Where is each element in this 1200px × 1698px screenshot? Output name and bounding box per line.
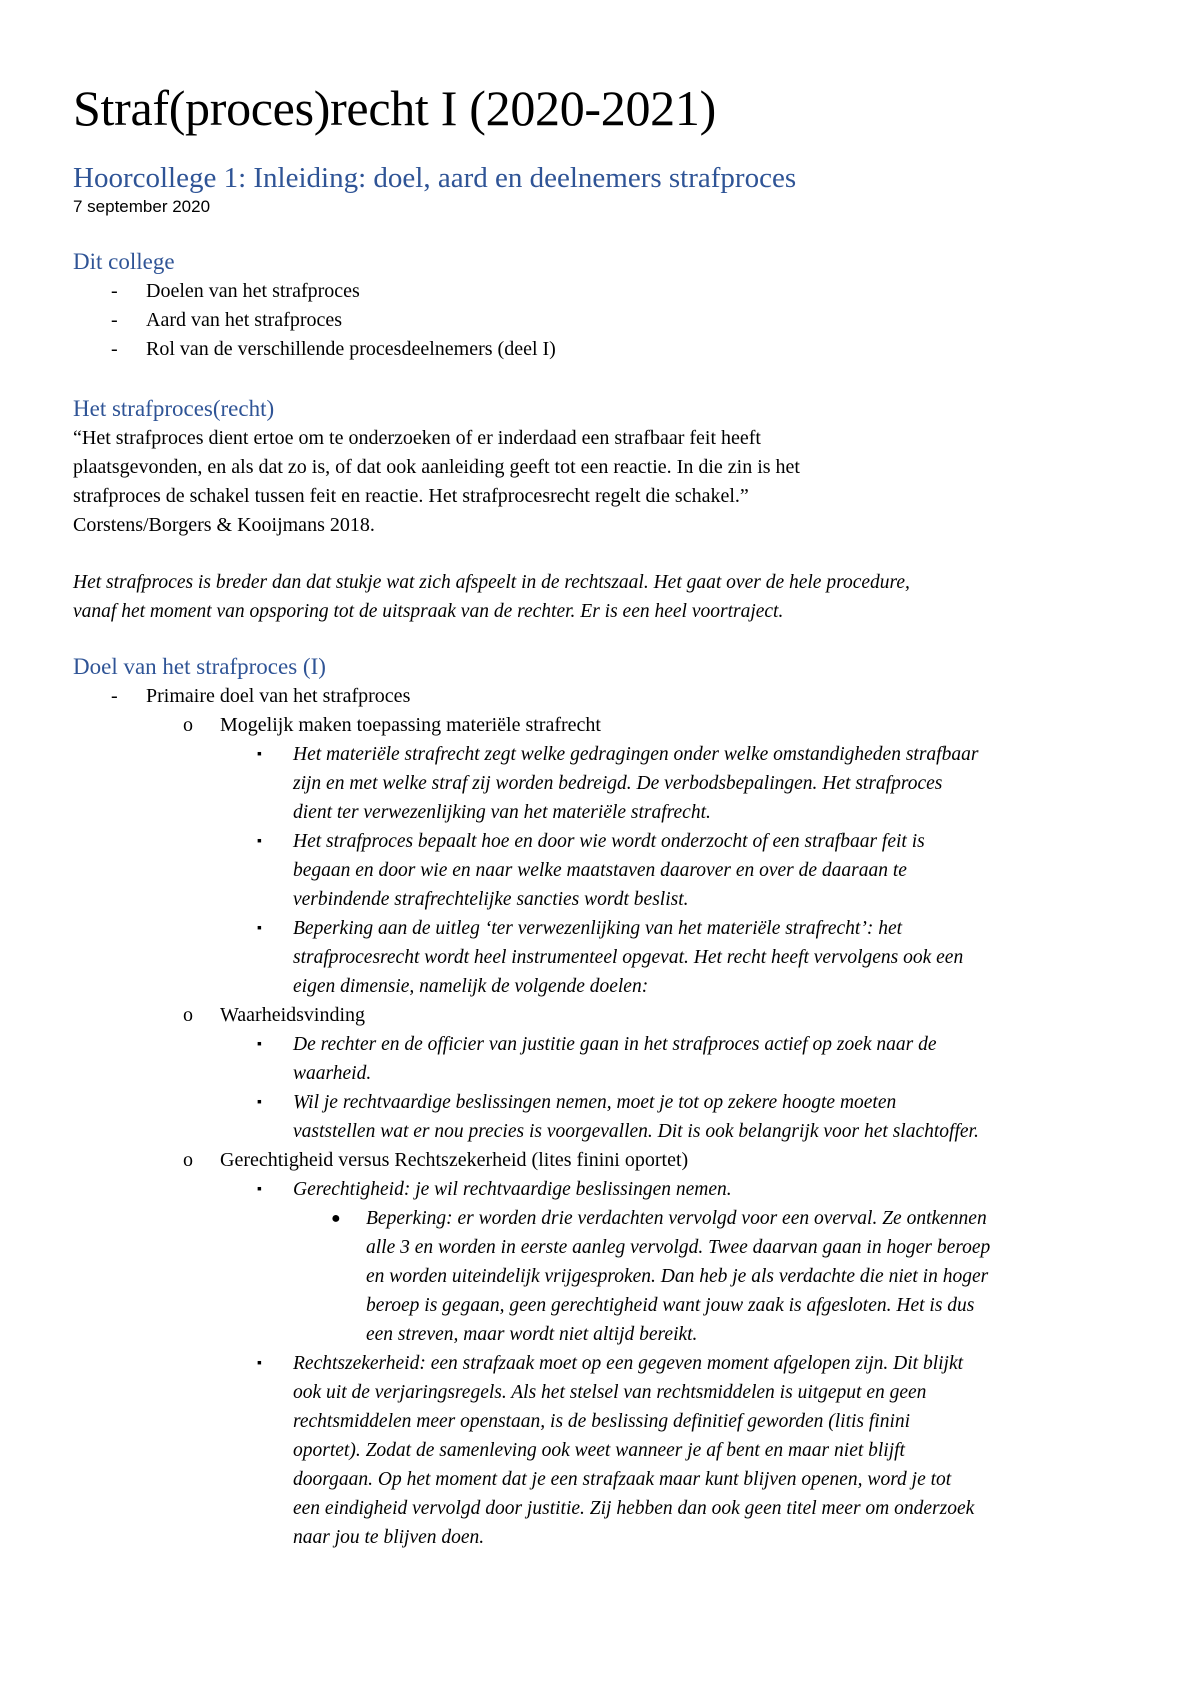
quote-line: “Het strafproces dient ertoe om te onderzoeken of er inderdaad een strafbaar feit heeft	[73, 427, 761, 449]
list-item: o Gerechtigheid versus Rechtszekerheid (lites finini oportet)	[73, 1146, 1140, 1175]
dash-marker: -	[111, 309, 118, 331]
square-bullet-icon: ▪	[257, 834, 262, 849]
square-bullet-icon: ▪	[257, 1356, 262, 1371]
quote-line: strafproces de schakel tussen feit en reactie. Het strafprocesrecht regelt die schakel.”	[73, 485, 749, 507]
round-bullet-icon: ●	[331, 1210, 341, 1227]
heading-dit-college: Dit college	[73, 249, 175, 274]
quote-block	[73, 424, 1140, 540]
square-bullet-icon: ▪	[257, 921, 262, 936]
circle-marker: o	[183, 1004, 193, 1026]
lecture-title: Hoorcollege 1: Inleiding: doel, aard en deelnemers strafproces	[73, 162, 797, 194]
dash-marker: -	[111, 280, 118, 302]
list-item: - Rol van de verschillende procesdeelnemers (deel I)	[73, 335, 1140, 364]
lecture-date: 7 september 2020	[73, 197, 211, 216]
heading-strafproces-recht: Het strafproces(recht)	[73, 396, 275, 421]
square-bullet-icon: ▪	[257, 1095, 262, 1110]
square-bullet-icon: ▪	[257, 1037, 262, 1052]
dit-college-list	[73, 277, 1140, 364]
doel-outline	[73, 682, 1140, 1552]
note-line: vanaf het moment van opsporing tot de uitspraak van de rechter. Er is een heel voortraject.	[73, 601, 784, 622]
heading-doel-strafproces: Doel van het strafproces (I)	[73, 654, 326, 679]
square-bullet-icon: ▪	[257, 747, 262, 762]
list-item: ▪ Gerechtigheid: je wil rechtvaardige beslissingen nemen.	[73, 1175, 1140, 1204]
list-item: o Mogelijk maken toepassing materiële strafrecht	[73, 711, 1140, 740]
list-item: - Doelen van het strafproces	[73, 277, 1140, 306]
list-item: o Waarheidsvinding	[73, 1001, 1140, 1030]
circle-marker: o	[183, 1149, 193, 1171]
list-item: ▪ Wil je rechtvaardige beslissingen nemen, moet je tot op zekere hoogte moeten vaststellen wat er nou precies is voorgevallen. Dit is ook belangrijk voor het slachtoffer.	[73, 1088, 1140, 1146]
list-item: ▪ Het strafproces bepaalt hoe en door wie wordt onderzocht of een strafbaar feit is begaan en door wie en naar welke maatstaven daarover en over de daaraan te verbindende strafrechtelijke sancties wordt beslist.	[73, 827, 1140, 914]
list-item: ▪ Het materiële strafrecht zegt welke gedragingen onder welke omstandigheden strafbaar zijn en met welke straf zij worden bedreigd. De verbodsbepalingen. Het strafproces dient ter verwezenlijking van het materiële strafrecht.	[73, 740, 1140, 827]
dash-marker: -	[111, 685, 118, 707]
list-item: - Aard van het strafproces	[73, 306, 1140, 335]
note-block	[73, 568, 1140, 626]
document-title: Straf(proces)recht I (2020-2021)	[73, 80, 716, 136]
list-item: ▪ Beperking aan de uitleg ‘ter verwezenlijking van het materiële strafrecht’: het strafprocesrecht wordt heel instrumenteel opgevat. Het recht heeft vervolgens ook een eigen dimensie, namelijk de volgende doelen:	[73, 914, 1140, 1001]
quote-citation: Corstens/Borgers & Kooijmans 2018.	[73, 514, 375, 536]
circle-marker: o	[183, 714, 193, 736]
dash-marker: -	[111, 338, 118, 360]
list-item: ▪ Rechtszekerheid: een strafzaak moet op een gegeven moment afgelopen zijn. Dit blijkt ook uit de verjaringsregels. Als het stelsel van rechtsmiddelen is uitgeput en geen rechtsmiddelen meer openstaan, is de beslissing definitief geworden (litis finini oportet). Zodat de samenleving ook weet wanneer je af bent en maar niet blijft doorgaan. Op het moment dat je een strafzaak maar kunt blijven openen, word je tot een eindigheid vervolgd door justitie. Zij hebben dan ook geen titel meer om onderzoek naar jou te blijven doen.	[73, 1349, 1140, 1552]
note-line: Het strafproces is breder dan dat stukje wat zich afspeelt in de rechtszaal. Het gaat over de hele procedure,	[73, 572, 910, 593]
square-bullet-icon: ▪	[257, 1182, 262, 1197]
list-item: ▪ De rechter en de officier van justitie gaan in het strafproces actief op zoek naar de waarheid.	[73, 1030, 1140, 1088]
quote-line: plaatsgevonden, en als dat zo is, of dat ook aanleiding geeft tot een reactie. In die zin is het	[73, 456, 800, 478]
list-item: - Primaire doel van het strafproces	[73, 682, 1140, 711]
list-item: ● Beperking: er worden drie verdachten vervolgd voor een overval. Ze ontkennen alle 3 en worden in eerste aanleg vervolgd. Twee daarvan gaan in hoger beroep en worden uiteindelijk vrijgesproken. Dan heb je als verdachte die niet in hoger beroep is gegaan, geen gerechtigheid want jouw zaak is afgesloten. Het is dus een streven, maar wordt niet altijd bereikt.	[73, 1204, 1140, 1349]
